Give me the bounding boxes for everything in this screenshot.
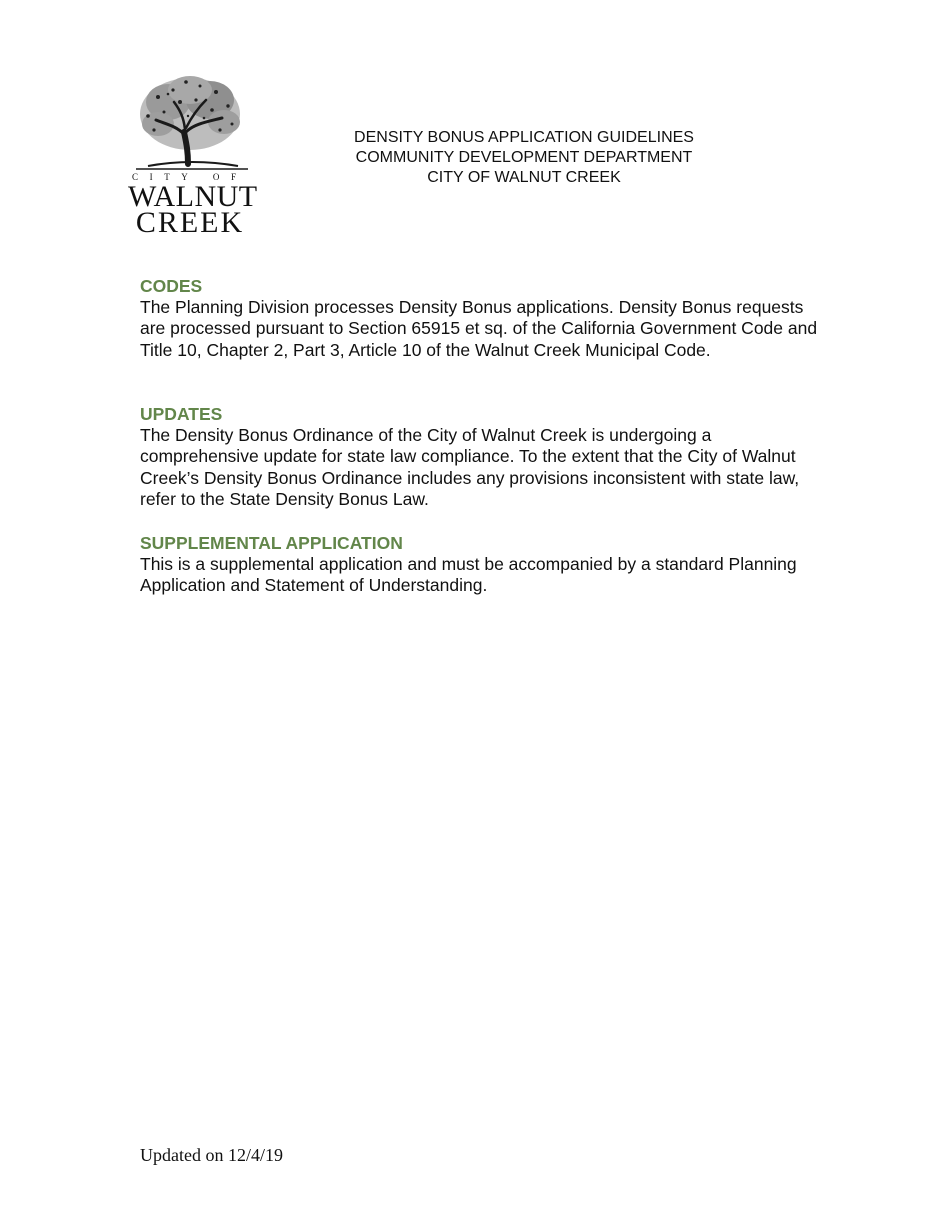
logo-walnut: WALNUT: [128, 180, 258, 213]
header-city: CITY OF WALNUT CREEK: [427, 169, 621, 186]
section-supplemental-application: [140, 533, 820, 597]
section-codes: [140, 276, 820, 361]
section-updates: [140, 404, 820, 511]
section-body: This is a supplemental application and must be accompanied by a standard Planning Application and Statement of Understanding.: [140, 554, 797, 596]
oak-tree-icon: [128, 72, 256, 172]
header-title: DENSITY BONUS APPLICATION GUIDELINES: [354, 129, 694, 146]
updated-date: Updated on 12/4/19: [140, 1145, 283, 1165]
logo-city-of: CITY OF: [132, 172, 248, 182]
section-heading: UPDATES: [140, 404, 223, 424]
city-logo: [128, 72, 256, 237]
section-heading: CODES: [140, 276, 203, 296]
section-heading: SUPPLEMENTAL APPLICATION: [140, 533, 403, 553]
section-body: The Density Bonus Ordinance of the City of Walnut Creek is undergoing a comprehensive update for state law compliance. To the extent that the City of Walnut Creek’s Density Bonus Ordinance includes any provisions inconsistent with state law, refer to the State Density Bonus Law.: [140, 425, 800, 510]
section-body: The Planning Division processes Density Bonus applications. Density Bonus requests are processed pursuant to Section 65915 et sq. of the California Government Code and Title 10, Chapter 2, Part 3, Article 10 of the Walnut Creek Municipal Code.: [140, 297, 818, 360]
document-header: [300, 128, 748, 188]
logo-creek: CREEK: [135, 206, 245, 239]
header-department: COMMUNITY DEVELOPMENT DEPARTMENT: [355, 149, 693, 166]
